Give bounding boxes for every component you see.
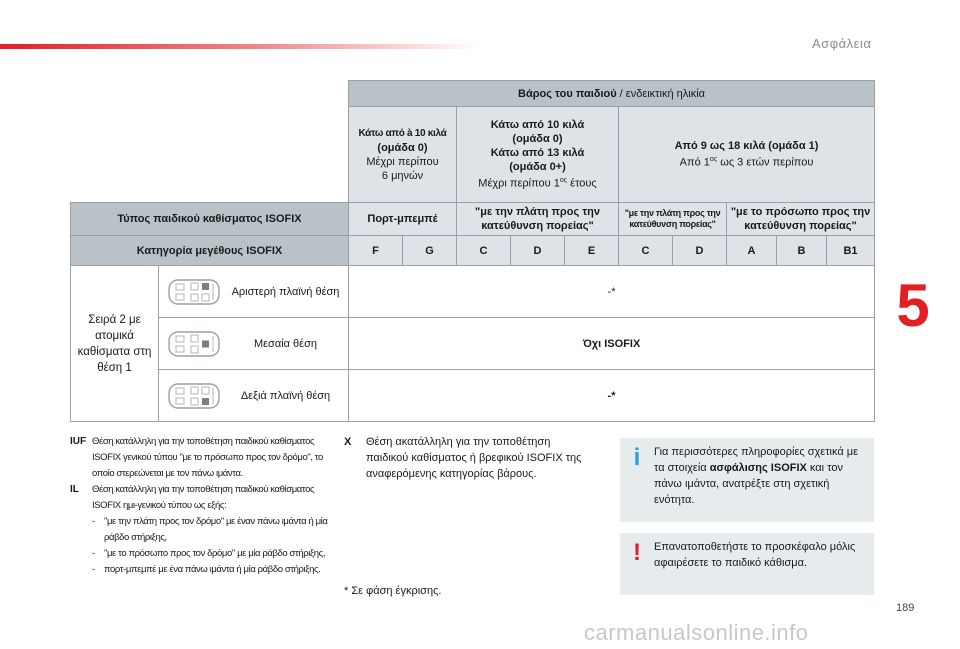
size-class-cell: G [403,236,457,266]
size-class-cell: D [511,236,565,266]
list-item: - "με το πρόσωπο προς τον δρόμο" με μία ράβδο στήριξης, [92,548,326,559]
position-left-value: -* [349,266,875,318]
size-class-cell: A [727,236,777,266]
group1-header: Από 9 ως 18 κιλά (ομάδα 1) Από $1^{o\varsigma}$ ως 3 ετών περίπου [619,107,875,203]
isofix-table [70,80,875,422]
watermark: carmanualsonline.info [584,620,809,645]
footnote-iuf: IUF Θέση κατάλληλη για την τοποθέτηση παιδικού καθίσματος ISOFIX γενικού τύπου "με το πρόσωπο προς τον δρόμο", το οποίο στερεώνεται με τον πάνω ιμάντα. [70,436,323,479]
size-class-cell: E [565,236,619,266]
group0plus-header: Κάτω από 10 κιλά (ομάδα 0) Κάτω από 13 κιλά (ομάδα 0+) Μέχρι περίπου $1^{o\varsigma}$ έτους [457,107,619,203]
info-box [620,438,874,522]
info-icon: i [633,444,641,471]
car-seat-left-icon [167,278,223,306]
header-accent-bar [0,44,480,49]
size-class-cell: B1 [827,236,875,266]
car-seat-middle-icon [167,330,223,358]
list-item: - πορτ-μπεμπέ με ένα πάνω ιμάντα ή μία ράβδο στήριξης. [92,564,321,575]
footnote-x: X Θέση ακατάλληλη για την τοποθέτηση παιδικού καθίσματος ή βρεφικού ISOFIX της αναφερόμενης κατηγορίας βάρους. [344,436,582,480]
warning-text: Επανατοποθετήστε το προσκέφαλο μόλις αφαιρέσετε το παιδικό κάθισμα. [654,541,856,569]
section-title: Ασφάλεια [812,36,872,51]
car-seat-right-icon [167,382,223,410]
seat-type-rearward-1: "με την πλάτη προς την κατεύθυνση πορείας" [457,203,619,236]
seat-type-label: Τύπος παιδικού καθίσματος ISOFIX [71,203,349,236]
seat-type-forward: "με το πρόσωπο προς την κατεύθυνση πορείας" [727,203,875,236]
size-class-cell: B [777,236,827,266]
info-text: Για περισσότερες πληροφορίες σχετικά με τα στοιχεία ασφάλισης ISOFIX και τον πάνω ιμάντα, ανατρέξτε στη σχετική ενότητα. [654,446,859,506]
page-number: 189 [896,602,915,614]
position-right-value: -* [349,370,875,422]
warning-icon: ! [633,539,641,566]
seat-type-rearward-2: "με την πλάτη προς την κατεύθυνση πορείας" [619,203,727,236]
size-class-label: Κατηγορία μεγέθους ISOFIX [71,236,349,266]
chapter-number: 5 [896,272,930,339]
weight-header: Βάρος του παιδιού / ενδεικτική ηλικία [349,81,875,107]
size-class-cell: C [619,236,673,266]
position-left: Αριστερή πλαϊνή θέση [159,266,349,318]
footnotes-block [70,434,338,578]
group0-header: Κάτω από à 10 κιλά (ομάδα 0) Μέχρι περίπου 6 μηνών [349,107,457,203]
list-item: - "με την πλάτη προς τον δρόμο" με έναν πάνω ιμάντα ή μία ράβδο στήριξης, [92,516,328,543]
size-class-cell: D [673,236,727,266]
position-middle: Μεσαία θέση [159,318,349,370]
row-label: Σειρά 2 με ατομικά καθίσματα στη θέση 1 [71,266,159,422]
footnote-il: IL Θέση κατάλληλη για την τοποθέτηση παιδικού καθίσματος ISOFIX ημι-γενικού τύπου ως εξής: [70,484,315,511]
position-middle-value: Όχι ISOFIX [349,318,875,370]
size-class-cell: F [349,236,403,266]
size-class-cell: C [457,236,511,266]
warning-box [620,533,874,595]
seat-type-carrycot: Πορτ-μπεμπέ [349,203,457,236]
footnote-asterisk: * Σε φάση έγκρισης. [344,585,442,597]
position-right: Δεξιά πλαϊνή θέση [159,370,349,422]
